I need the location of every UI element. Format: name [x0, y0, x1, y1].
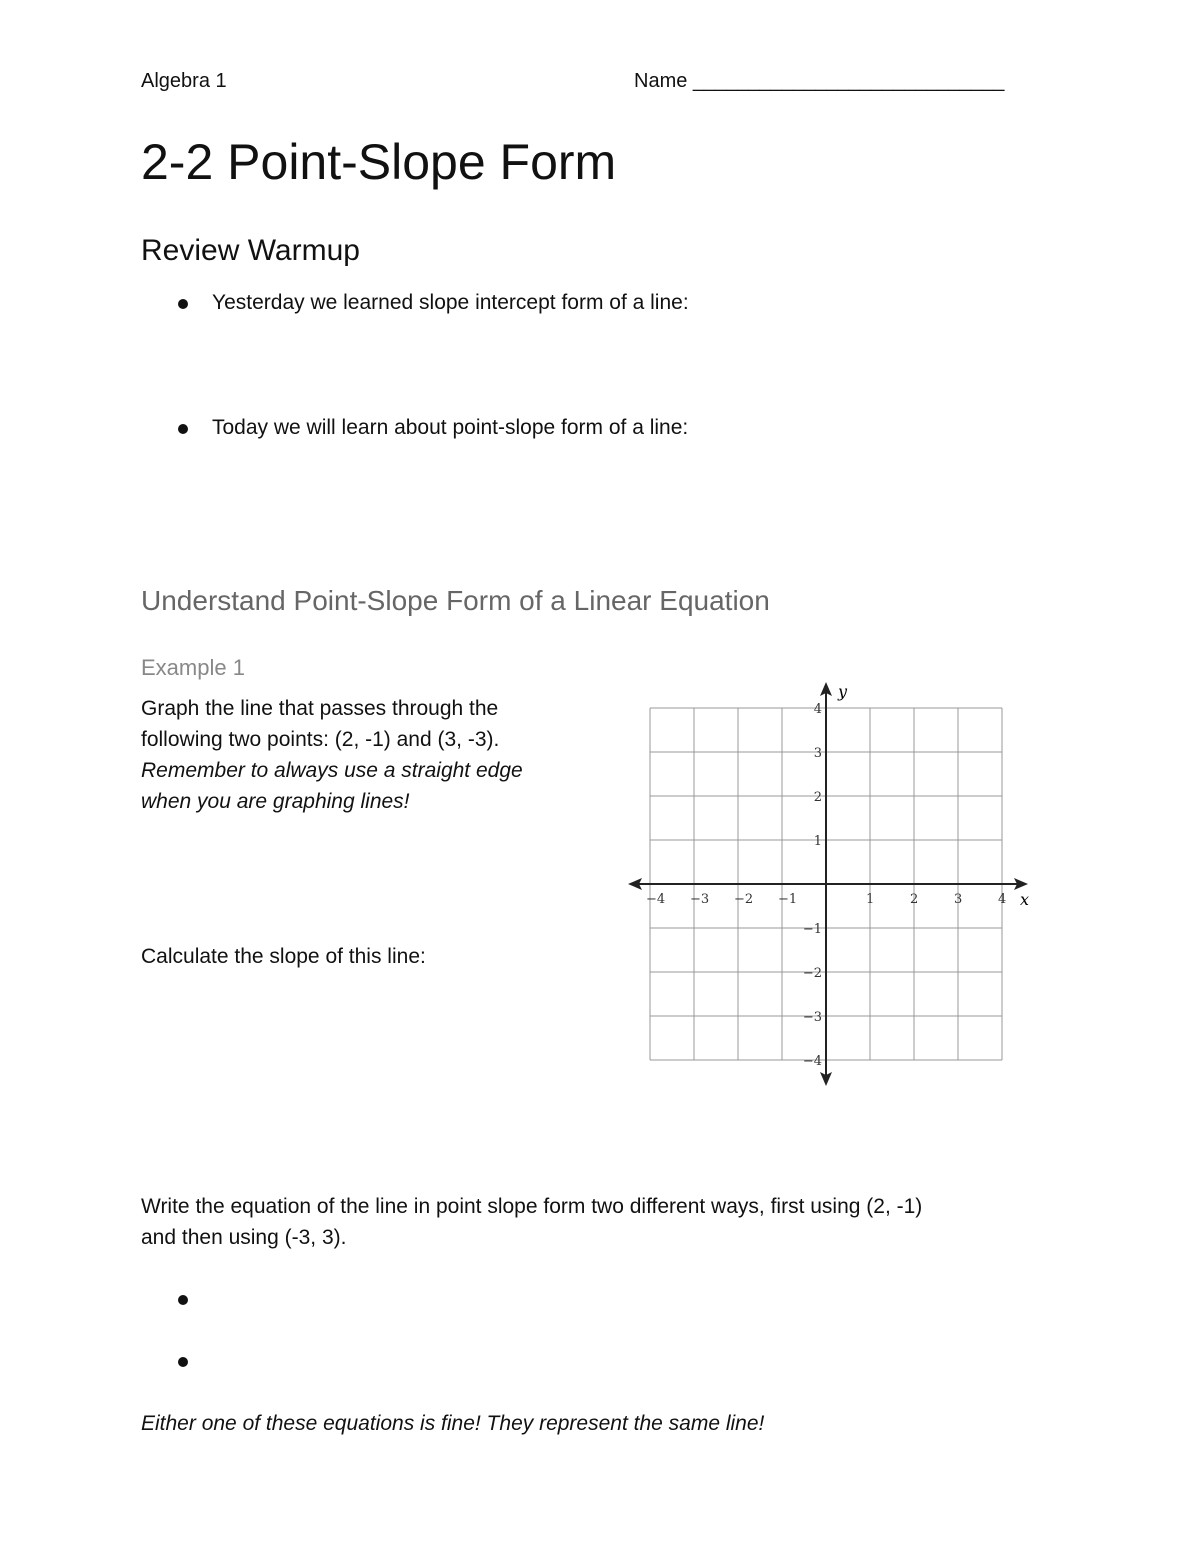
name-field-label: Name ____________________________: [634, 70, 1005, 92]
y-tick-label: −3: [802, 1010, 822, 1025]
x-tick-label: 1: [866, 892, 875, 907]
course-label: Algebra 1: [141, 70, 227, 92]
x-tick-label: −3: [690, 892, 710, 907]
instruction-line: following two points: (2, -1) and (3, -3).: [141, 728, 500, 751]
prompt-line: Write the equation of the line in point slope form two different ways, first using (2, -1): [141, 1195, 923, 1218]
closing-note: Either one of these equations is fine! They represent the same line!: [141, 1412, 765, 1435]
x-axis-label: x: [1020, 890, 1030, 909]
page-title: 2-2 Point-Slope Form: [141, 134, 617, 190]
y-tick-label: −1: [802, 922, 822, 937]
y-tick-label: 3: [813, 746, 822, 761]
y-tick-label: −4: [802, 1054, 822, 1069]
x-tick-label: 4: [998, 892, 1007, 907]
x-tick-label: −1: [778, 892, 798, 907]
bullet-text: Today we will learn about point-slope form of a line:: [212, 416, 689, 439]
section-heading: Understand Point-Slope Form of a Linear Equation: [141, 585, 770, 616]
y-axis-label: y: [838, 682, 848, 701]
bullet-dot-icon: [178, 1295, 188, 1305]
x-tick-label: −4: [646, 892, 666, 907]
prompt-line: and then using (-3, 3).: [141, 1226, 347, 1249]
slope-prompt: Calculate the slope of this line:: [141, 945, 426, 968]
instruction-line: Graph the line that passes through the: [141, 697, 499, 720]
y-tick-label: 1: [813, 834, 822, 849]
reminder-line: when you are graphing lines!: [141, 790, 410, 813]
bullet-text: Yesterday we learned slope intercept form of a line:: [212, 291, 689, 314]
x-tick-label: 2: [910, 892, 919, 907]
x-tick-label: 3: [954, 892, 963, 907]
bullet-dot-icon: [178, 1357, 188, 1367]
y-tick-label: 2: [813, 790, 822, 805]
bullet-dot-icon: [178, 299, 188, 309]
x-tick-label: −2: [734, 892, 754, 907]
write-equation-prompt: [141, 1191, 922, 1253]
example-label: Example 1: [141, 655, 245, 680]
coordinate-grid: [610, 670, 1050, 1100]
example-instructions: [141, 693, 523, 817]
bullet-dot-icon: [178, 424, 188, 434]
y-tick-label: 4: [813, 702, 822, 717]
review-heading: Review Warmup: [141, 234, 360, 267]
y-tick-label: −2: [802, 966, 822, 981]
reminder-line: Remember to always use a straight edge: [141, 759, 523, 782]
